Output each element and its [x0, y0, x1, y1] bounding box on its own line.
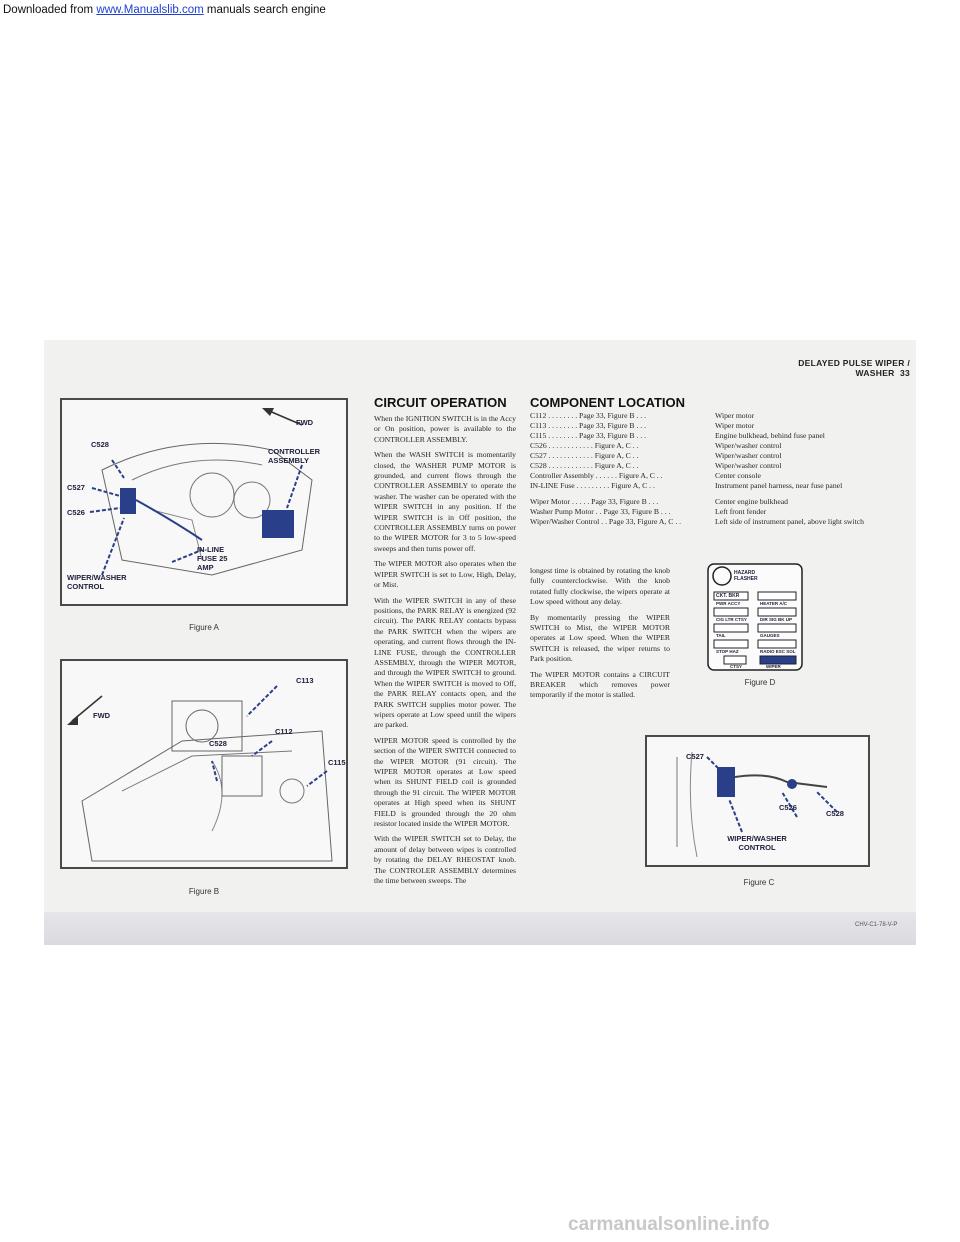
table-row [530, 431, 920, 441]
component-location: Wiper motor [715, 411, 755, 420]
circuit-operation-heading: CIRCUIT OPERATION [374, 395, 507, 410]
component-location: Wiper/washer control [715, 461, 782, 470]
figure-a-caption: Figure A [189, 623, 219, 632]
circuit-paragraph: When the WASH SWITCH is momentarily closed, the WASHER PUMP MOTOR is grounded, and current flows through the CONTROLLER ASSEMBLY to operate the washer. The washer can be operated with the WIPER SWITCH in any position. If the WIPER SWITCH is in Off position, the CONTROLLER ASSEMBLY turns on power to the WIPER MOTOR for 3 to 5 low-speed sweeps and then turns power off. [374, 450, 516, 553]
component-location: Left side of instrument panel, above light switch [715, 517, 865, 526]
figure-b-caption: Figure B [188, 887, 220, 896]
circuit-paragraph: When the IGNITION SWITCH is in the Accy or On position, power is available to the CONTROLLER ASSEMBLY. [374, 414, 516, 444]
figure-b-illustration [62, 661, 346, 867]
table-row [530, 471, 920, 481]
fig-a-control-label: WIPER/WASHER CONTROL [67, 573, 127, 591]
table-row [530, 421, 920, 431]
fig-a-c528-label: C528 [91, 440, 109, 449]
header-title: DELAYED PULSE WIPER / WASHER [798, 358, 910, 378]
page-number: 33 [899, 368, 910, 378]
fig-a-fwd-label: FWD [296, 418, 314, 427]
fig-b-c115-label: C115 [328, 758, 346, 767]
banner-prefix: Downloaded from [3, 4, 97, 16]
component-ref: Wiper Motor . . . . . Page 33, Figure B . . . [530, 497, 659, 506]
fuse-label: HEATER A/C [760, 601, 787, 606]
fuse-label: GAUGES [760, 633, 780, 638]
fuse-label: CTSY [730, 664, 743, 669]
component-location: Wiper/washer control [715, 451, 782, 460]
fuse-label: CKT. BKR [716, 593, 740, 599]
fig-c-c527-label: C527 [686, 752, 704, 761]
watermark-text: carmanualsonline.info [568, 1214, 770, 1235]
component-table [530, 411, 920, 527]
component-location: Instrument panel harness, near fuse panel [715, 481, 843, 490]
fig-a-c527-label: C527 [67, 483, 85, 492]
component-ref: C527 . . . . . . . . . . . . Figure A, C . . [530, 451, 639, 460]
fuse-hazard-label: HAZARD FLASHER [734, 570, 758, 582]
table-row [530, 517, 920, 527]
figure-b [60, 659, 348, 869]
component-location-heading: COMPONENT LOCATION [530, 395, 686, 410]
fig-a-c526-label: C526 [67, 508, 85, 517]
circuit-paragraph: By momentarily pressing the WIPER SWITCH to Mist, the WIPER MOTOR operates at Low speed. When the WIPER SWITCH is released, the wiper returns to Park position. [530, 612, 670, 664]
circuit-column-1 [374, 414, 516, 914]
component-location: Center console [715, 471, 761, 480]
fig-b-c112-label: C112 [275, 727, 293, 736]
manualslib-link[interactable]: www.Manualslib.com [96, 4, 204, 16]
component-ref: Controller Assembly . . . . . . Figure A, C . . [530, 471, 663, 480]
table-row [530, 451, 920, 461]
component-ref: C526 . . . . . . . . . . . . Figure A, C . . [530, 441, 639, 450]
table-row [530, 497, 920, 507]
fuse-label: STOP HAZ [716, 649, 739, 654]
circuit-paragraph: With the WIPER SWITCH in any of these positions, the PARK RELAY is energized (92 circuit). The PARK RELAY contacts bypass the PARK SWITCH when the wipers are operating, and current flows through the IN-LINE FUSE, through the CONTROLLER ASSEMBLY, through the WIPER MOTOR, and through the WIPER SWITCH to ground. When the WIPER SWITCH is moved to Off, the PARK RELAY contacts open, and the PARK SWITCH supplies motor power. The wipers operate at Low speed until the wipers are parked. [374, 595, 516, 730]
circuit-paragraph: longest time is obtained by rotating the knob fully counterclockwise. With the knob rotated fully clockwise, the wipers operate at Low speed without any delay. [530, 566, 670, 607]
circuit-paragraph: With the WIPER SWITCH set to Delay, the amount of delay between wipes is controlled by rotating the DELAY RHEOSTAT knob. The CONTROLER ASSEMBLY determines the time between sweeps. The [374, 834, 516, 886]
component-location: Center engine bulkhead [715, 497, 789, 506]
fig-a-fuse-label: IN-LINE FUSE 25 AMP [197, 545, 228, 572]
component-location: Left front fender [715, 507, 767, 516]
fig-b-c528-label: C528 [209, 739, 227, 748]
figure-d-caption: Figure D [744, 678, 776, 687]
fuse-label: WIPER [766, 664, 781, 669]
circuit-column-2 [530, 566, 670, 706]
component-location: Wiper motor [715, 421, 755, 430]
circuit-paragraph: The WIPER MOTOR contains a CIRCUIT BREAKER which removes power temporarily if the motor is stalled. [530, 669, 670, 700]
fig-c-control-label: WIPER/WASHER CONTROL [727, 834, 787, 852]
banner-suffix: manuals search engine [203, 4, 326, 16]
circuit-paragraph: WIPER MOTOR speed is controlled by the section of the WIPER SWITCH connected to the WIPER MOTOR (91 circuit). The WIPER MOTOR operates at Low speed when its SHUNT FIELD coil is grounded through the 91 circuit. The WIPER MOTOR operates at High speed when its SHUNT FIELD is grounded through the 20 ohm resistor located inside the WIPER MOTOR. [374, 735, 516, 829]
component-ref: IN-LINE Fuse . . . . . . . . . Figure A, C . . [530, 481, 655, 490]
fig-b-c113-label: C113 [296, 676, 314, 685]
fuse-label: DIR SIG BK UP [760, 617, 793, 622]
table-row [530, 481, 920, 491]
download-banner [0, 0, 960, 20]
component-location: Engine bulkhead, behind fuse panel [715, 431, 825, 440]
table-row [530, 507, 920, 517]
fuse-label: RADIO ESC SOL [760, 649, 796, 654]
table-row [530, 441, 920, 451]
component-ref: C528 . . . . . . . . . . . . Figure A, C . . [530, 461, 639, 470]
figure-d [700, 562, 810, 672]
component-ref: Wiper/Washer Control . . Page 33, Figure A, C . . [530, 517, 682, 526]
watermark [0, 1212, 960, 1242]
component-location: Wiper/washer control [715, 441, 782, 450]
component-ref: Washer Pump Motor . . Page 33, Figure B . . . [530, 507, 671, 516]
fuse-label: CIG LTR CTSY [716, 617, 747, 622]
component-ref: C115 . . . . . . . . Page 33, Figure B . . . [530, 431, 647, 440]
component-ref: C112 . . . . . . . . Page 33, Figure B . . . [530, 411, 647, 420]
fig-b-fwd-label: FWD [93, 711, 111, 720]
fig-c-c526-label: C526 [779, 803, 797, 812]
fuse-label: TAIL [716, 633, 726, 638]
page-header [750, 358, 910, 378]
fig-a-controller-label: CONTROLLER ASSEMBLY [268, 447, 321, 465]
document-code: CHV-C1-78-V-P [855, 922, 898, 928]
figure-c-caption: Figure C [743, 878, 775, 887]
table-row [530, 461, 920, 471]
circuit-paragraph: The WIPER MOTOR also operates when the WIPER SWITCH is set to Low, High, Delay, or Mist. [374, 559, 516, 590]
fig-c-c528-label: C528 [826, 809, 844, 818]
table-row [530, 411, 920, 421]
fuse-label: PWR ACCY [716, 601, 741, 606]
component-ref: C113 . . . . . . . . Page 33, Figure B . . . [530, 421, 647, 430]
